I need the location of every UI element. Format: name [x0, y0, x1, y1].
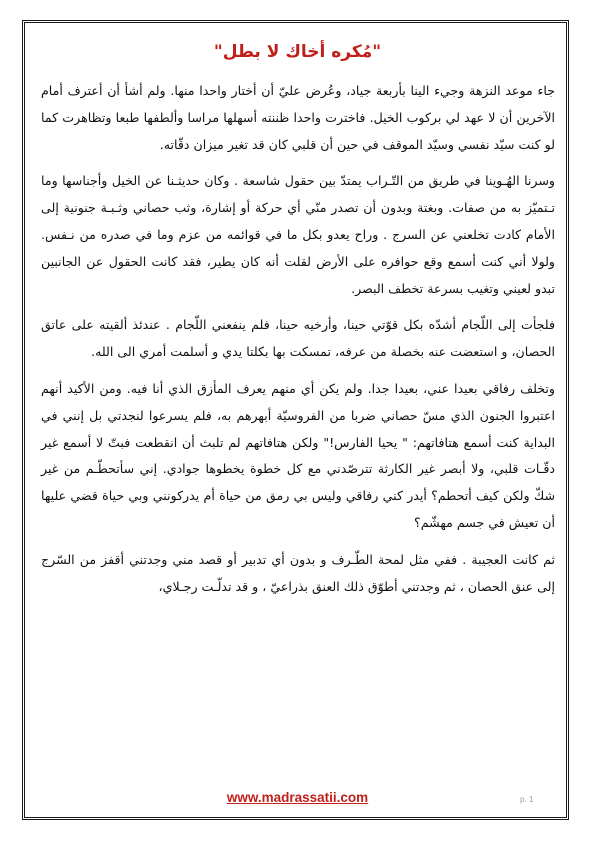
- document-title: "مُكره أخاك لا بطل": [213, 42, 382, 62]
- paragraph-5: ثم كانت العجيبة . ففي مثل لمحة الطّـرف و بدون أي تدبير أو قصد مني وجدتني أقفز من السّرج إلى عنق الحصان ، ثم وجدتني أطوّق ذلك العنق بذراعيّ ، و قد تدلّـت رجـلاي،: [41, 551, 555, 594]
- website-link[interactable]: www.madrassatii.com: [226, 790, 369, 805]
- story-body: [41, 78, 555, 610]
- paragraph-2: وسرنا الهُـوينا في طريق من التّـراب يمتدّ بين حقول شاسعة . وكان حديثـنا عن الخيل وأجناسها وما تـتميّز به من صفات. وبغتة وبدون أن تصدر منّي أي حركة أو إشارة، وثب حصاني وثـبـة جنونية إلى الأمام كادت تخلعني عن السرج . وراح يعدو بكل ما في قوائمه من عزم وما في صدره من نـفس. ولولا أني كنت أسمع وقع حوافره على الأرض لقلت أنه كان يطير، فقد كانت الحقول عن الجانبين تبدو لعيني وتغيب بسرعة تخطف البصر.: [41, 173, 555, 296]
- paragraph-1: جاء موعد النزهة وجيء الينا بأربعة جياد، وعُرض عليّ أن أختار واحدا منها. ولم أشأ أن أعترف أمام الآخرين أن لا عهد لي بركوب الخيل. فاخترت واحدا ظننته أسهلها مراسا وألطفها طبعا وتظاهرت كما لو كنت سيّد نفسي وسيّد الموقف في حين أن قلبي كان قد تغير ميزان دقّاته.: [41, 83, 555, 152]
- paragraph-3: فلجأت إلى اللّجام أشدّه بكل قوّتي حينا، وأرخيه حينا، فلم ينفعني اللّجام . عندئذ ألقيته على عاتق الحصان، و استعضت عنه بخصلة من عرفه، تمسكت بها بكلتا يدي و أسلمت أمري الى الله.: [41, 317, 555, 360]
- paragraph-4: وتخلف رفاقي بعيدا عني، بعيدا جدا. ولم يكن أي منهم يعرف المأزق الذي أنا فيه. ومن الأكيد أنهم اعتبروا الجنون الذي مسّ حصاني ضربا من الفروسيّة أبهرهم به، فلم يسرعوا لنجدتي بل إنني في البداية كنت أسمع هتافاتهم: " يحيا الفارس!" ولكن هتافاتهم لم تلبث أن انقطعت فبتّ لا أسمع غير دقّـات قلبي، ولا أبصر غير الكارثة تترصّدني مع كل خطوة يخطوها جوادي. إني سأتحطّـم من غير شكّ ولكن كيف أتحطم؟ أيدر كني رفاقي وليس بي رمق من حياة أم يدركونني وبي حياة قضي عليها أن تعيش في جسم مهشّم؟: [41, 380, 555, 530]
- page-number: p. 1: [520, 795, 534, 804]
